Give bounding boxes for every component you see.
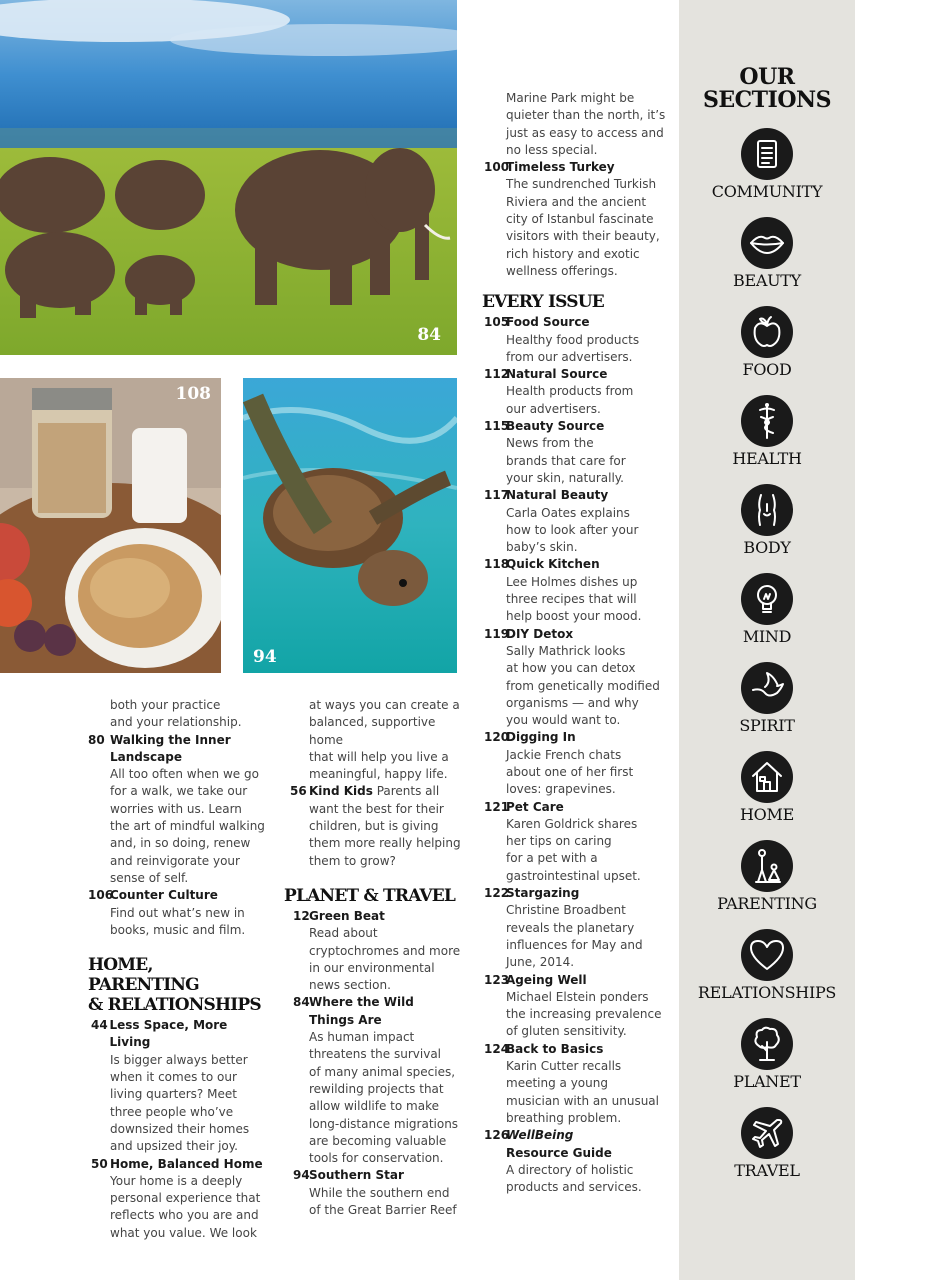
section-label: HOME	[740, 805, 794, 824]
entry-page-number: 12	[293, 908, 310, 923]
entry-body-line: and upsized their joy.	[110, 1139, 238, 1154]
entry-page-number: 106	[88, 888, 114, 903]
entry-title: WellBeing	[506, 1128, 574, 1143]
entry-page-number: 100	[484, 160, 510, 175]
contents-entry[interactable]	[484, 1127, 674, 1196]
entry-body-line: influences for May and	[506, 937, 643, 952]
entry-body-line: are becoming valuable	[309, 1133, 447, 1148]
entry-body-line: Is bigger always better	[110, 1052, 248, 1067]
page-number-badge: 84	[417, 325, 441, 345]
entry-body-line: Find out what’s new in	[110, 905, 245, 920]
entry-page-number: 123	[484, 972, 510, 987]
entry-body-line: breathing problem.	[506, 1110, 622, 1125]
entry-body-line: personal experience that	[110, 1191, 261, 1206]
sea-turtle-photo	[243, 378, 457, 673]
entry-body-line: Healthy food products	[506, 332, 640, 347]
sidebar-title	[679, 66, 855, 112]
section-label: SPIRIT	[739, 716, 795, 735]
entry-page-number: 112	[484, 367, 510, 382]
entry-title: Natural Source	[506, 367, 608, 382]
entry-body-line: books, music and film.	[110, 922, 246, 937]
entry-body-line: threatens the survival	[309, 1047, 441, 1062]
entry-body-line: Christine Broadbent	[506, 903, 626, 918]
lightbulb-icon	[741, 573, 793, 625]
contents-entry[interactable]	[287, 783, 467, 869]
entry-title: Where the Wild	[309, 995, 414, 1010]
section-link-beauty[interactable]	[679, 217, 855, 290]
entry-title: Things Are	[309, 1012, 382, 1027]
section-label: COMMUNITY	[711, 182, 823, 201]
entry-page-number: 84	[293, 995, 310, 1010]
caduceus-icon	[741, 395, 793, 447]
entry-body-line: June, 2014.	[506, 955, 575, 970]
entry-body-line: Your home is a deeply	[110, 1173, 243, 1188]
entry-body-line: wellness offerings.	[506, 263, 618, 278]
section-heading-line: & RELATIONSHIPS	[88, 995, 261, 1016]
entry-title: Kind Kids	[309, 784, 373, 799]
entry-page-number: 124	[484, 1041, 510, 1056]
entry-body-line: balanced, supportive home	[309, 715, 436, 747]
contents-column-2	[284, 697, 467, 1219]
entry-body-line: about one of her first	[506, 764, 634, 779]
entry-body-line: Health products from	[506, 384, 634, 399]
entry-body-line: Jackie French chats	[506, 747, 622, 762]
sidebar-title-line: OUR	[739, 64, 795, 90]
entry-title: Pet Care	[506, 799, 564, 814]
contents-entry[interactable]	[484, 972, 674, 1041]
entry-body-line: loves: grapevines.	[506, 782, 616, 797]
tree-icon	[741, 1018, 793, 1070]
entry-body-line: Marine Park might be	[506, 91, 635, 105]
entry-title: Counter Culture	[110, 888, 218, 903]
entry-page-number: 126	[484, 1128, 510, 1143]
entry-body-line: allow wildlife to make	[309, 1099, 439, 1114]
entry-body-line: both your practice	[110, 698, 221, 712]
entry-body-line: News from the	[506, 436, 594, 451]
entry-body-line: musician with an unusual	[506, 1093, 659, 1108]
entry-body-line: rich history and exotic	[506, 246, 640, 261]
entry-title: Food Source	[506, 315, 590, 330]
entry-body-line: organisms — and why	[506, 695, 639, 710]
entry-body-line: from genetically modified	[506, 678, 660, 693]
section-link-body[interactable]	[679, 484, 855, 557]
entry-body-line: of many animal species,	[309, 1064, 456, 1079]
lips-icon	[741, 217, 793, 269]
entry-body-line: A directory of holistic	[506, 1162, 634, 1177]
entry-body-line: help boost your mood.	[506, 609, 642, 624]
contents-entry[interactable]	[484, 314, 674, 366]
entry-body-line: for a pet with a	[506, 851, 598, 866]
entry-body-line: the art of mindful walking	[110, 819, 265, 834]
section-link-planet[interactable]	[679, 1018, 855, 1091]
entry-title: Resource Guide	[506, 1145, 612, 1160]
entry-body-line: All too often when we go	[110, 767, 259, 782]
entry-body-line: While the southern end	[309, 1185, 450, 1200]
entry-body-line: what you value. We look	[110, 1225, 257, 1240]
entry-title: Back to Basics	[506, 1041, 604, 1056]
entry-body-line: just as easy to access and	[506, 125, 664, 140]
entry-body-line: The sundrenched Turkish	[506, 177, 657, 192]
contents-entry[interactable]	[484, 556, 674, 625]
entry-body-line: tools for conservation.	[309, 1151, 444, 1166]
entry-body-line: three people who’ve	[110, 1104, 234, 1119]
entry-body-line: news section.	[309, 978, 391, 993]
entry-title: Stargazing	[506, 886, 580, 901]
our-sections-sidebar	[679, 0, 855, 1280]
entry-body-line: As human impact	[309, 1030, 415, 1045]
section-heading-line: HOME, PARENTING	[88, 955, 199, 996]
entry-body-line: you would want to.	[506, 713, 621, 728]
entry-body-line: and your relationship.	[110, 715, 242, 730]
entry-body-line: quieter than the north, it’s	[506, 108, 666, 123]
page-number-badge: 108	[175, 384, 211, 404]
entry-title: Walking the Inner	[110, 732, 231, 747]
entry-body-line: sense of self.	[110, 870, 189, 885]
contents-entry[interactable]	[88, 887, 268, 939]
granola-breakfast-photo	[0, 378, 221, 673]
entry-page-number: 50	[91, 1156, 108, 1171]
contents-entry[interactable]	[287, 1167, 467, 1219]
entry-body-line: Karen Goldrick shares	[506, 816, 638, 831]
elephants-photo	[0, 0, 457, 355]
entry-title: Less Space, More Living	[109, 1018, 228, 1050]
entry-title: Digging In	[506, 730, 576, 745]
entry-body-line: and, in so doing, renew	[110, 836, 251, 851]
entry-body-line: at how you can detox	[506, 661, 636, 676]
section-label: MIND	[742, 627, 792, 646]
section-link-relationships[interactable]	[679, 929, 855, 1002]
contents-entry[interactable]	[484, 626, 674, 730]
entry-body-line: no less special.	[506, 142, 598, 157]
contents-entry[interactable]	[484, 885, 674, 971]
parent-child-icon	[741, 840, 793, 892]
entry-page-number: 122	[484, 886, 510, 901]
entry-title: Timeless Turkey	[506, 160, 615, 175]
entry-page-number: 80	[88, 732, 105, 747]
entry-body-line: her tips on caring	[506, 834, 612, 849]
section-heading: PLANET & TRAVEL	[284, 885, 456, 906]
contents-entry[interactable]	[484, 366, 674, 418]
section-label: HEALTH	[732, 449, 802, 468]
entry-body-line: them to grow?	[309, 853, 396, 868]
entry-body-line: reveals the planetary	[506, 920, 635, 935]
entry-title: Beauty Source	[506, 419, 605, 434]
entry-body-line: the increasing prevalence	[506, 1007, 662, 1022]
contents-entry[interactable]	[484, 729, 674, 798]
entry-body-line: city of Istanbul fascinate	[506, 212, 654, 227]
section-heading: EVERY ISSUE	[482, 292, 604, 313]
contents-entry[interactable]	[88, 1156, 268, 1242]
entry-body-line: Lee Holmes dishes up	[506, 574, 638, 589]
contents-entry[interactable]	[484, 159, 674, 280]
entry-body-line: cryptochromes and more	[309, 943, 461, 958]
entry-body-line: and reinvigorate your	[110, 853, 240, 868]
torso-icon	[741, 484, 793, 536]
entry-body-line: Michael Elstein ponders	[506, 989, 649, 1004]
entry-body-line: Carla Oates explains	[506, 505, 630, 520]
house-icon	[741, 751, 793, 803]
entry-page-number: 119	[484, 626, 510, 641]
contents-column-1	[88, 697, 268, 1242]
contents-entry[interactable]	[484, 799, 674, 885]
entry-title: Ageing Well	[506, 972, 587, 987]
entry-page-number: 56	[290, 784, 307, 799]
entry-page-number: 94	[293, 1168, 310, 1183]
entry-body-line: downsized their homes	[110, 1121, 250, 1136]
contents-entry[interactable]	[287, 908, 467, 994]
entry-body-line: in our environmental	[309, 960, 435, 975]
section-label: PARENTING	[717, 894, 817, 913]
entry-body-line: them more really helping	[309, 836, 461, 851]
entry-body-line: at ways you can create a	[309, 698, 460, 712]
entry-body-line: products and services.	[506, 1180, 642, 1195]
entry-title: Natural Beauty	[506, 488, 609, 503]
entry-page-number: 121	[484, 799, 510, 814]
entry-body-line: meaningful, happy life.	[309, 767, 448, 782]
dove-icon	[741, 662, 793, 714]
entry-body-line: rewilding projects that	[309, 1081, 444, 1096]
section-heading	[88, 955, 268, 1015]
section-link-health[interactable]	[679, 395, 855, 468]
entry-title: Landscape	[110, 749, 182, 764]
entry-body-line: Parents all	[376, 784, 440, 799]
section-link-travel[interactable]	[679, 1107, 855, 1180]
entry-body-line: Sally Mathrick looks	[506, 643, 626, 658]
entry-body-line: Riviera and the ancient	[506, 194, 647, 209]
contents-column-3	[484, 90, 674, 1196]
entry-body-line: living quarters? Meet	[110, 1087, 237, 1102]
entry-page-number: 115	[484, 419, 510, 434]
entry-page-number: 44	[91, 1018, 108, 1033]
entry-body-line: of the Great Barrier Reef	[309, 1203, 457, 1218]
section-label: BEAUTY	[733, 271, 801, 290]
entry-page-number: 105	[484, 315, 510, 330]
entry-body-line: how to look after your	[506, 522, 639, 537]
apple-icon	[741, 306, 793, 358]
page-number-badge: 94	[253, 647, 277, 667]
heart-icon	[741, 929, 793, 981]
entry-body-line: visitors with their beauty,	[506, 229, 660, 244]
contents-entry[interactable]	[88, 732, 268, 888]
entry-body-line: meeting a young	[506, 1076, 608, 1091]
section-link-food[interactable]	[679, 306, 855, 379]
entry-body-line: Karin Cutter recalls	[506, 1059, 622, 1074]
entry-body-line: three recipes that will	[506, 592, 637, 607]
entry-title: Green Beat	[309, 908, 385, 923]
entry-title: Southern Star	[309, 1168, 404, 1183]
entry-title: Quick Kitchen	[506, 557, 600, 572]
entry-body-line: Read about	[309, 926, 378, 941]
contents-entry[interactable]	[88, 1017, 268, 1155]
entry-body-line: when it comes to our	[110, 1070, 237, 1085]
entry-page-number: 118	[484, 557, 510, 572]
contents-entry[interactable]	[484, 1041, 674, 1127]
section-link-home[interactable]	[679, 751, 855, 824]
contents-entry[interactable]	[484, 487, 674, 556]
entry-body-line: from our advertisers.	[506, 349, 633, 364]
section-link-spirit[interactable]	[679, 662, 855, 735]
section-label: PLANET	[733, 1072, 801, 1091]
section-label: FOOD	[742, 360, 792, 379]
sidebar-title-line: SECTIONS	[703, 87, 831, 113]
contents-entry[interactable]	[287, 994, 467, 1167]
entry-body-line: want the best for their	[309, 801, 444, 816]
section-link-parenting[interactable]	[679, 840, 855, 913]
section-label: TRAVEL	[734, 1161, 800, 1180]
section-label: RELATIONSHIPS	[697, 983, 837, 1002]
entry-title: DIY Detox	[506, 626, 574, 641]
entry-body-line: reflects who you are and	[110, 1208, 259, 1223]
entry-body-line: of gluten sensitivity.	[506, 1024, 627, 1039]
entry-page-number: 120	[484, 730, 510, 745]
document-icon	[741, 128, 793, 180]
entry-body-line: long-distance migrations	[309, 1116, 459, 1131]
section-link-mind[interactable]	[679, 573, 855, 646]
airplane-icon	[741, 1107, 793, 1159]
entry-body-line: children, but is giving	[309, 819, 439, 834]
entry-page-number: 117	[484, 488, 510, 503]
entry-body-line: your skin, naturally.	[506, 470, 624, 485]
entry-body-line: brands that care for	[506, 453, 626, 468]
entry-body-line: our advertisers.	[506, 401, 601, 416]
entry-body-line: baby’s skin.	[506, 540, 578, 555]
entry-title: Home, Balanced Home	[110, 1156, 263, 1171]
section-label: BODY	[743, 538, 791, 557]
entry-body-line: gastrointestinal upset.	[506, 868, 641, 883]
contents-entry[interactable]	[484, 418, 674, 487]
entry-body-line: for a walk, we take our	[110, 784, 248, 799]
section-link-community[interactable]	[679, 128, 855, 201]
entry-body-line: worries with us. Learn	[110, 801, 242, 816]
entry-body-line: that will help you live a	[309, 749, 449, 764]
